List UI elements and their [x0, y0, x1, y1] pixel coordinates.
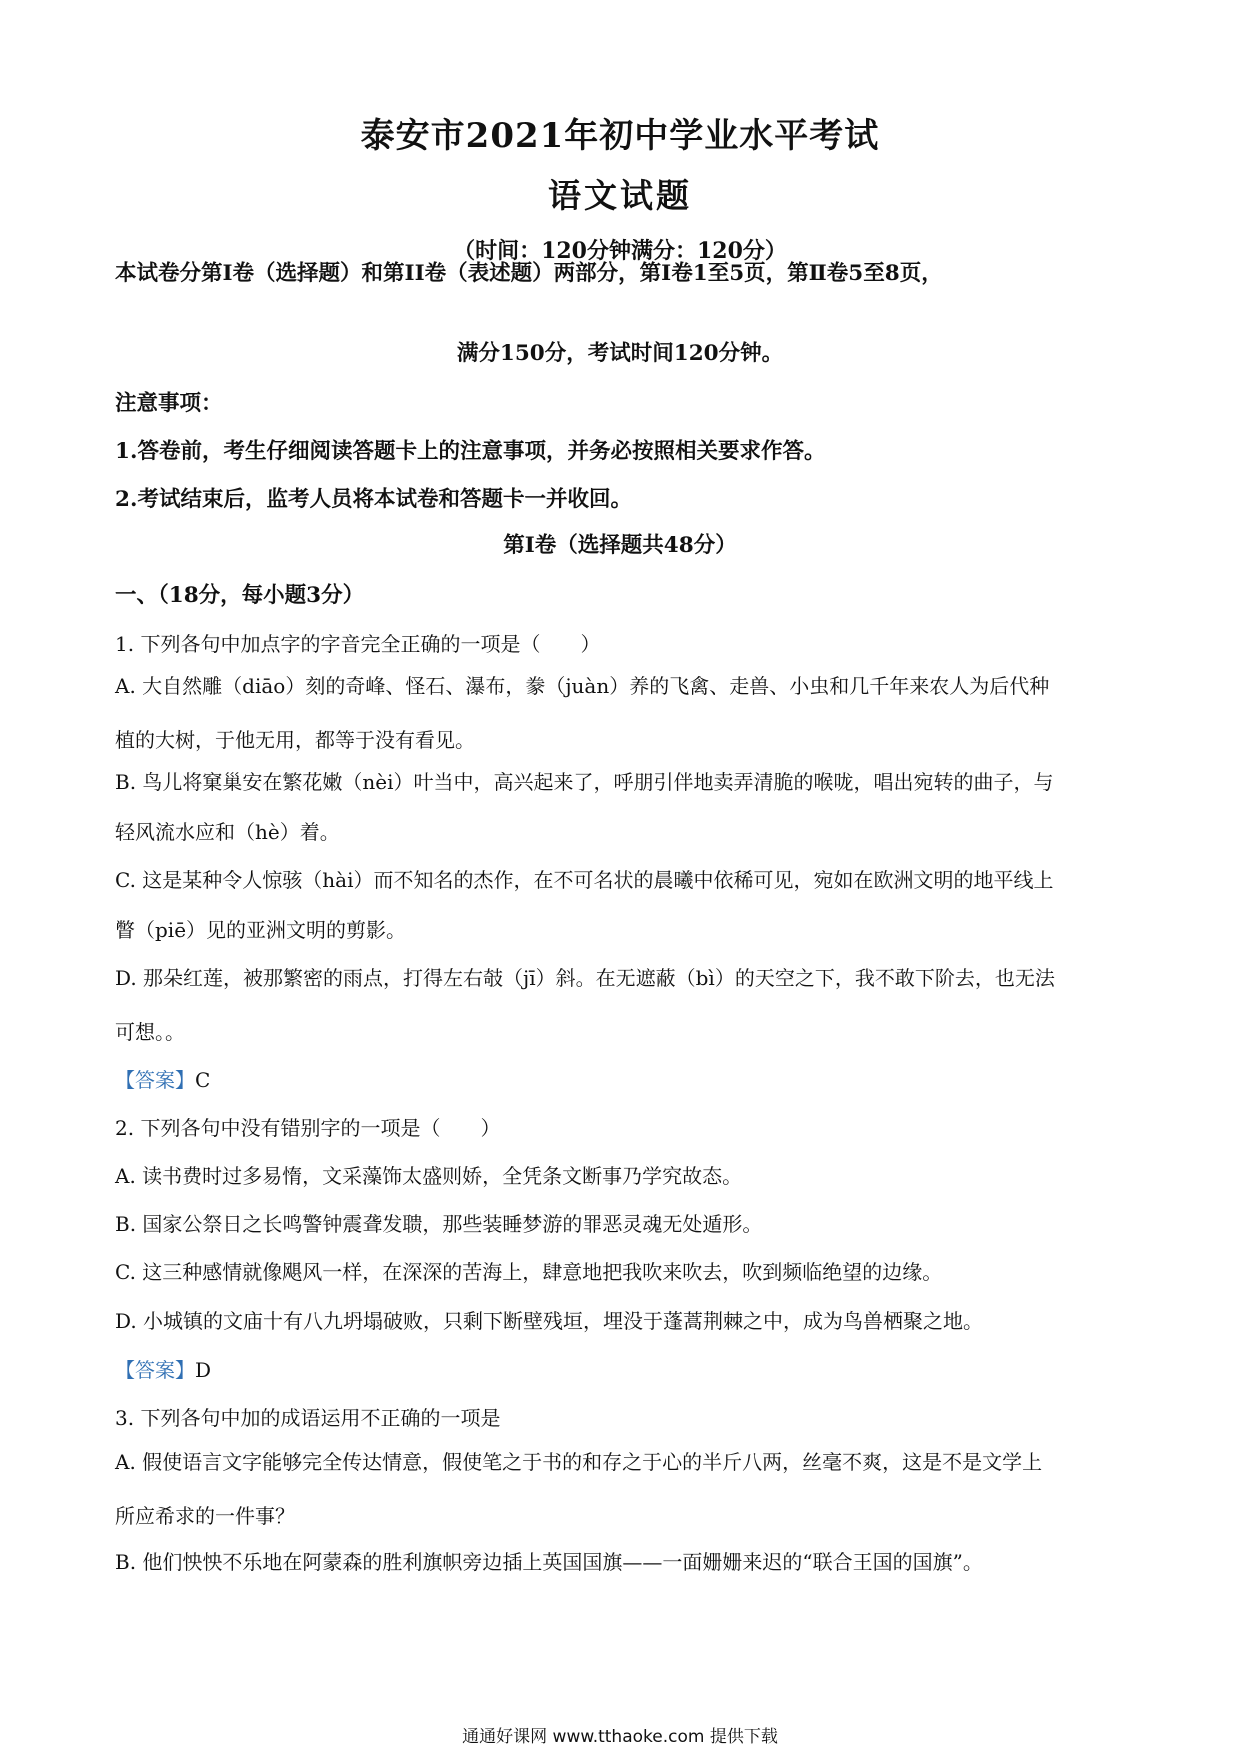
answer-tag: 【答案】 [115, 1358, 195, 1382]
q2-option-a: A. 读书费时过多易惰，文采藻饰太盛则娇，全凭条文断事乃学究故态。 [115, 1164, 743, 1188]
group1-title: 一、（18分，每小题3分） [115, 583, 365, 608]
answer-value: D [195, 1358, 212, 1382]
q3-option-b: B. 他们怏怏不乐地在阿蒙森的胜利旗帜旁边插上英国国旗——一面姗姗来迟的“联合王国的国旗”。 [115, 1550, 983, 1574]
q1-option-d-line1: D. 那朵红莲，被那繁密的雨点，打得左右攲（jī）斜。在无遮蔽（bì）的天空之下，我不敢下阶去，也无法 [115, 966, 1055, 990]
q1-option-b-line2: 轻风流水应和（hè）着。 [115, 820, 340, 844]
q1-option-c-line2: 瞥（piē）见的亚洲文明的剪影。 [115, 918, 407, 942]
note-1: 1.答卷前，考生仔细阅读答题卡上的注意事项，并务必按照相关要求作答。 [115, 439, 826, 464]
answer-tag: 【答案】 [115, 1068, 195, 1092]
q2-option-d: D. 小城镇的文庙十有八九坍塌破败，只剩下断壁残垣，埋没于蓬蒿荆棘之中，成为鸟兽栖聚之地。 [115, 1309, 984, 1333]
q1-option-a-line2: 植的大树，于他无用，都等于没有看见。 [115, 728, 475, 752]
intro-line-2: 满分150分，考试时间120分钟。 [456, 341, 784, 366]
q2-option-b: B. 国家公祭日之长鸣警钟震聋发聩，那些装睡梦游的罪恶灵魂无处遁形。 [115, 1212, 763, 1236]
q3-stem: 3. 下列各句中加的成语运用不正确的一项是 [115, 1406, 501, 1430]
answer-value: C [195, 1068, 211, 1092]
part1-title: 第I卷（选择题共48分） [503, 533, 737, 558]
q1-stem: 1. 下列各句中加点字的字音完全正确的一项是（ ） [115, 632, 601, 656]
note-2: 2.考试结束后，监考人员将本试卷和答题卡一并收回。 [115, 487, 632, 512]
subject-title: 语文试题 [548, 176, 692, 215]
q2-stem: 2. 下列各句中没有错别字的一项是（ ） [115, 1116, 501, 1140]
intro-line-1: 本试卷分第I卷（选择题）和第II卷（表述题）两部分，第I卷1至5页，第Ⅱ卷5至8页， [115, 261, 943, 286]
q1-option-a-line1: A. 大自然雕（diāo）刻的奇峰、怪石、瀑布，豢（juàn）养的飞禽、走兽、小虫和几千年来农人为后代种 [115, 674, 1050, 698]
download-footer: 通通好课网 www.tthaoke.com 提供下载 [462, 1727, 778, 1747]
q3-option-a-line1: A. 假使语言文字能够完全传达情意，假使笔之于书的和存之于心的半斤八两，丝毫不爽，这是不是文学上 [115, 1450, 1043, 1474]
q2-option-c: C. 这三种感情就像飓风一样，在深深的苦海上，肆意地把我吹来吹去，吹到频临绝望的边缘。 [115, 1260, 943, 1284]
q2-answer [115, 1354, 211, 1383]
exam-title: 泰安市2021年初中学业水平考试 [360, 116, 880, 156]
notes-title: 注意事项： [115, 391, 223, 416]
q1-option-c-line1: C. 这是某种令人惊骇（hài）而不知名的杰作，在不可名状的晨曦中依稀可见，宛如在欧洲文明的地平线上 [115, 868, 1054, 892]
time-info: （时间：120分钟满分：120分） [453, 238, 787, 264]
q1-option-b-line1: B. 鸟儿将窠巢安在繁花嫩（nèi）叶当中，高兴起来了，呼朋引伴地卖弄清脆的喉咙，唱出宛转的曲子，与 [115, 770, 1054, 794]
q1-answer [115, 1064, 210, 1093]
q1-option-d-line2: 可想。。 [115, 1020, 185, 1044]
q3-option-a-line2: 所应希求的一件事？ [115, 1504, 295, 1528]
